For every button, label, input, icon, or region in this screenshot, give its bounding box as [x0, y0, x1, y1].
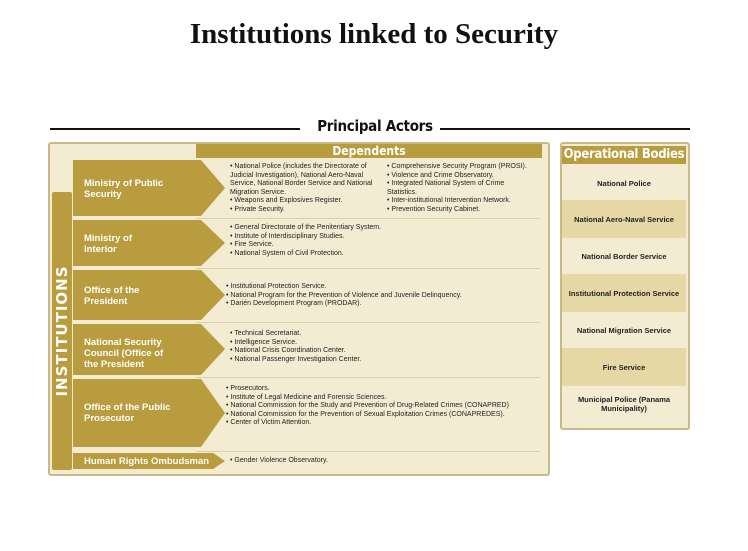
op-institutional-protection: Institutional Protection Service [562, 274, 686, 312]
dependents-prosecutor: • Prosecutors. • Institute of Legal Medicine and Forensic Sciences. • National Commission for the Study and Prevention of Drug-Related Crimes (CONAPRED) • National Commission for the Prevention of Sexual Exploitation Crimes (CONAPREDES). • Center of Victim Attention. [226, 385, 509, 427]
institution-ministry-interior: Ministry of Interior [84, 233, 133, 255]
op-national-police: National Police [597, 178, 651, 188]
op-municipal-police: Municipal Police (Panama Municipality) [577, 395, 671, 413]
dependents-public-security-left: • National Police (includes the Directorate of Judicial Investigation), National Aero-Naval Service, National Border Service and National Migration Service. • Weapons and Explosives Register. • Private Security. [230, 163, 373, 213]
principal-actors-heading: Principal Actors [317, 117, 433, 135]
institution-office-president: Office of the President [84, 285, 140, 307]
institution-public-prosecutor: Office of the Public Prosecutor [84, 402, 171, 424]
institution-security-council: National Security Council (Office of the President [84, 337, 164, 370]
dependents-president: • Institutional Protection Service. • National Program for the Prevention of Violence and Juvenile Delinquency. • Darién Development Program (PRODAR). [226, 283, 462, 308]
op-aero-naval: National Aero-Naval Service [562, 200, 686, 238]
dependents-ombudsman: • Gender Violence Observatory. [230, 457, 328, 464]
op-migration-service: National Migration Service [576, 325, 672, 335]
institutions-side-label: INSTITUTIONS [52, 192, 72, 470]
dependents-security-council: • Technical Secretariat. • Intelligence Service. • National Crisis Coordination Center. • National Passenger Investigation Center. [230, 330, 362, 363]
op-fire-service: Fire Service [562, 348, 686, 386]
page-title: Institutions linked to Security [189, 18, 559, 50]
dependents-header: Dependents [196, 144, 542, 158]
dependents-public-security-right: • Comprehensive Security Program (PROSI). • Violence and Crime Observatory. • Integrated National System of Crime Statistics. • Inter-institutional Intervention Network. • Prevention Security Cabinet. [387, 163, 527, 213]
divider-left [50, 128, 300, 130]
dependents-interior: • General Directorate of the Penitentiary System. • Institute of Interdisciplinary Studies. • Fire Service. • National System of Civil Protection. [230, 224, 382, 257]
op-border-service: National Border Service [581, 251, 667, 261]
institution-ministry-public-security: Ministry of Public Security [84, 178, 164, 200]
institution-ombudsman: Human Rights Ombudsman [84, 456, 210, 467]
divider-right [440, 128, 690, 130]
operational-bodies-header: Operational Bodies [563, 147, 685, 162]
